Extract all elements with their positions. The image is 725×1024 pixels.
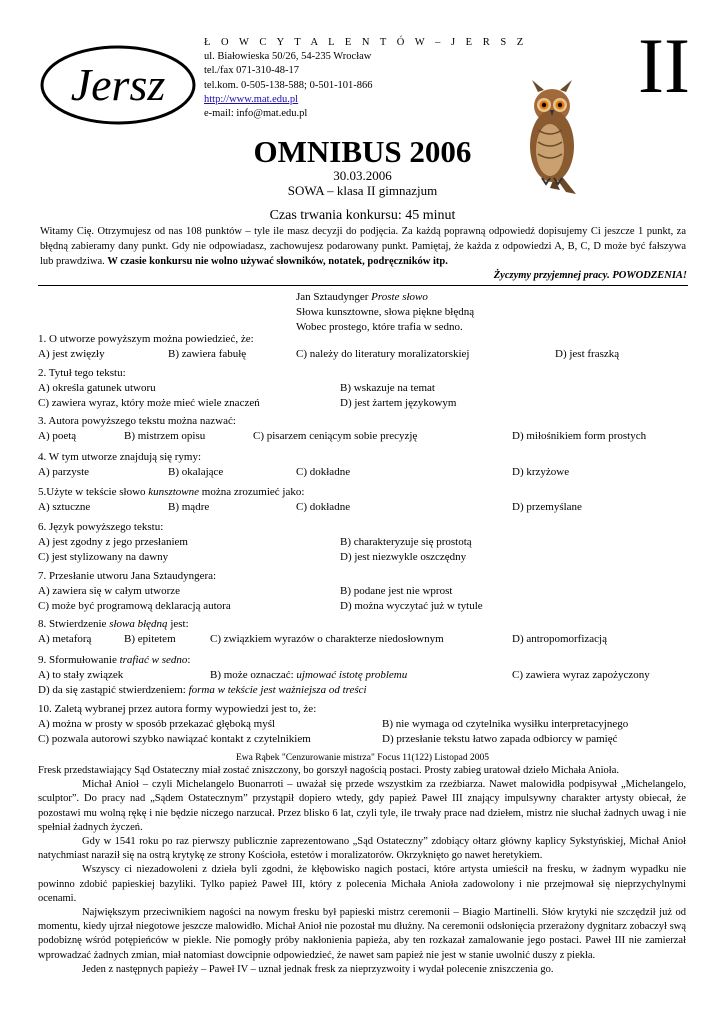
question-9-option-a[interactable]: A) to stały związek [38, 668, 124, 681]
question-10-text: 10. Zaletą wybranej przez autora formy wypowiedzi jest to, że: [38, 703, 317, 715]
question-2-option-b[interactable]: B) wskazuje na temat [340, 381, 435, 394]
question-6-option-a[interactable]: A) jest zgodny z jego przesłaniem [38, 535, 188, 548]
question-3-text: 3. Autora powyższego tekstu można nazwać: [38, 415, 236, 427]
question-5-option-c[interactable]: C) dokładne [296, 500, 351, 513]
question-1-option-c[interactable]: C) należy do literatury moralizatorskiej [296, 347, 470, 360]
question-5-text: 5.Użyte w tekście słowo kunsztowne można zrozumieć jako: [38, 486, 305, 498]
contest-title: OMNIBUS 2006 [253, 134, 472, 169]
question-3-option-b[interactable]: B) mistrzem opisu [124, 429, 206, 442]
question-8-option-d[interactable]: D) antropomorfizacją [512, 632, 607, 645]
question-7-option-a[interactable]: A) zawiera się w całym utworze [38, 584, 181, 597]
question-1-option-a[interactable]: A) jest zwięzły [38, 347, 105, 360]
question-2-text: 2. Tytuł tego tekstu: [38, 367, 126, 379]
article-paragraph-1: Fresk przedstawiający Sąd Ostateczny miał zostać zniszczony, bo gorszył nagością postaci. Prosty zabieg uratował dzieło Michała Anioła. [38, 765, 620, 776]
question-4-text: 4. W tym utworze znajdują się rymy: [38, 451, 202, 463]
question-3-option-a[interactable]: A) poetą [38, 429, 77, 442]
org-address: ul. Białowieska 50/26, 54-235 Wrocław [204, 51, 372, 63]
logo-text: Jersz [70, 59, 166, 110]
instructions-bold: W czasie konkursu nie wolno używać słowników, notatek, podręczników itp. [107, 256, 448, 268]
article-paragraph-5: Największym przeciwnikiem nagości na nowym fresku był papieski mistrz ceremonii – Biagio Martinelli. Słów krytyki nie szczędził już od momentu, kiedy ujrzał niegotowe jeszcze malowidło. Michał Anioł nie pozostał mu dłużny. Na ceremonii odsłonięcia przerażony dygnitarz zobaczył swą podobiznę wśród potępieńców w piekle. Nie pomogły próby nakłonienia papieża, aby ten rozkazał zamalowanie jego postaci. Paweł III nie zamierzał wprowadzać żadnych zmian, miał natomiast dowcipnie odpowiedzieć, że nawet sam papież nie jest w stanie uwolnić duszy z piekła. [38, 907, 686, 961]
org-website-link[interactable]: http://www.mat.edu.pl [204, 93, 299, 105]
question-2-option-a[interactable]: A) określa gatunek utworu [38, 381, 156, 394]
question-4-option-d[interactable]: D) krzyżowe [512, 465, 570, 478]
poem-title: Proste słowo [371, 291, 428, 303]
question-4-option-b[interactable]: B) okalające [168, 465, 224, 478]
question-5-option-b[interactable]: B) mądre [168, 500, 210, 513]
article-source: Ewa Rąbek "Cenzurowanie mistrza" Focus 11(122) Listopad 2005 [235, 753, 490, 763]
question-3-option-c[interactable]: C) pisarzem ceniącym sobie precyzję [253, 429, 418, 442]
org-email: e-mail: info@mat.edu.pl [204, 108, 308, 120]
poem [296, 290, 474, 334]
question-7-option-d[interactable]: D) można wyczytać już w tytule [340, 599, 483, 612]
divider [38, 285, 688, 286]
article-paragraph-4: Wszyscy ci niezadowoleni z dzieła byli zgodni, że kłębowisko nagich postaci, które artysta umieścił na fresku, w żadnym wypadku nie powinno zdobić papieskiej bazyliki. Tylko papież Paweł III, który z polecenia Michała Anioła zadowolony i nie przejmował się nieprzychylnymi ocenami. [38, 864, 686, 904]
poem-line-1: Słowa kunsztowne, słowa piękne błędną [296, 305, 475, 318]
question-1-option-b[interactable]: B) zawiera fabułę [168, 347, 247, 360]
question-7-option-c[interactable]: C) może być programową deklaracją autora [38, 599, 231, 612]
question-9-option-c[interactable]: C) zawiera wyraz zapożyczony [512, 668, 650, 681]
good-luck-wish: Życzymy przyjemnej pracy. POWODZENIA! [493, 270, 687, 281]
question-8-option-b[interactable]: B) epitetem [124, 632, 176, 645]
article-paragraph-6: Jeden z następnych papieży – Paweł IV – uznał jednak fresk za nieprzyzwoity i wydał polecenie zniszczenia go. [82, 963, 554, 975]
question-8-option-a[interactable]: A) metaforą [38, 632, 92, 645]
question-9-option-d[interactable]: D) da się zastąpić stwierdzeniem: forma w tekście jest ważniejsza od treści [38, 683, 367, 696]
org-telfax: tel./fax 071-310-48-17 [204, 65, 300, 77]
question-6-option-c[interactable]: C) jest stylizowany na dawny [38, 550, 169, 563]
org-telkom: tel.kom. 0-505-138-588; 0-501-101-866 [204, 79, 373, 91]
question-8-option-c[interactable]: C) związkiem wyrazów o charakterze niedosłownym [210, 632, 444, 645]
question-1-text: 1. O utworze powyższym można powiedzieć, że: [38, 333, 254, 345]
organization-info [204, 36, 527, 121]
level-numeral: II [638, 22, 690, 109]
question-10-option-b[interactable]: B) nie wymaga od czytelnika wysiłku interpretacyjnego [382, 717, 629, 730]
question-5-option-d[interactable]: D) przemyślane [512, 500, 582, 513]
question-1-option-d[interactable]: D) jest fraszką [555, 347, 620, 360]
poem-line-2: Wobec prostego, które trafia w sedno. [296, 320, 463, 333]
question-2-option-d[interactable]: D) jest żartem językowym [340, 396, 457, 409]
poem-author: Jan Sztaudynger [296, 291, 372, 303]
question-2-option-c[interactable]: C) zawiera wyraz, który może mieć wiele znaczeń [38, 396, 260, 409]
jersz-logo [38, 42, 198, 128]
question-8-text: 8. Stwierdzenie słowa błędną jest: [38, 618, 189, 630]
article-paragraph-2: Michał Anioł – czyli Michelangelo Buonarroti – uważał się przede wszystkim za rzeźbiarza. Nawet malowidła podpisywał „Michelangelo, sculptor”. Do pracy nad „Sądem Ostatecznym” przystąpił dopiero wtedy, gdy papież Paweł III znający impulsywny charakter artysty obiecał, że pozostawi mu wolną rękę i nie będzie niczego narzucał. Przez blisko 6 lat, czyli tyle, ile trwały prace nad dziełem, mistrz nie słuchał żadnych uwag i nie spełniał żadnych życzeń. [38, 779, 686, 833]
question-9-option-b[interactable]: B) może oznaczać: ujmować istotę problemu [210, 668, 408, 681]
question-10-option-c[interactable]: C) pozwala autorowi szybko nawiązać kontakt z czytelnikiem [38, 732, 311, 745]
question-10-option-a[interactable]: A) można w prosty w sposób przekazać głęboką myśl [38, 717, 276, 730]
org-name: Ł O W C Y T A L E N T Ó W – J E R S Z [204, 37, 528, 48]
question-4-option-a[interactable]: A) parzyste [38, 465, 90, 478]
question-6-text: 6. Język powyższego tekstu: [38, 521, 164, 533]
question-10-option-d[interactable]: D) przesłanie tekstu łatwo zapada odbiorcy w pamięć [382, 732, 618, 745]
article-paragraph-3: Gdy w 1541 roku po raz pierwszy publicznie zaprezentowano „Sąd Ostateczny” zdobiący ołtarz główny kaplicy Sykstyńskiej, Michał Anioł natychmiast naraził się na ostrą krytykę ze strony Kościoła, estetów i moralizatorów. Okrzyknięto go nawet heretykiem. [38, 836, 686, 862]
contest-date: 30.03.2006 [333, 168, 392, 183]
question-6-option-b[interactable]: B) charakteryzuje się prostotą [340, 535, 472, 548]
question-4-option-c[interactable]: C) dokładne [296, 465, 351, 478]
instructions-text: Witamy Cię. Otrzymujesz od nas 108 punktów – tyle ile masz decyzji do podjęcia. Za każdą poprawną odpowiedź dopisujemy Ci jeszcze 1 punkt, za błędną zabieramy dany punkt. Gdy nie odpowiadasz, zachowujesz podarowany punkt. Pamiętaj, że każda z odpowiedzi A, B, C, D może być fałszywa lub prawdziwa. [40, 226, 686, 268]
question-3-option-d[interactable]: D) miłośnikiem form prostych [512, 429, 647, 442]
contest-duration: Czas trwania konkursu: 45 minut [269, 208, 456, 223]
article [38, 764, 686, 977]
instructions [40, 224, 686, 270]
question-5-option-a[interactable]: A) sztuczne [38, 500, 91, 513]
contest-category: SOWA – klasa II gimnazjum [287, 183, 438, 198]
question-7-option-b[interactable]: B) podane jest nie wprost [340, 584, 453, 597]
question-9-text: 9. Sformułowanie trafiać w sedno: [38, 654, 191, 666]
question-6-option-d[interactable]: D) jest niezwykle oszczędny [340, 550, 467, 563]
question-7-text: 7. Przesłanie utworu Jana Sztaudyngera: [38, 570, 217, 582]
